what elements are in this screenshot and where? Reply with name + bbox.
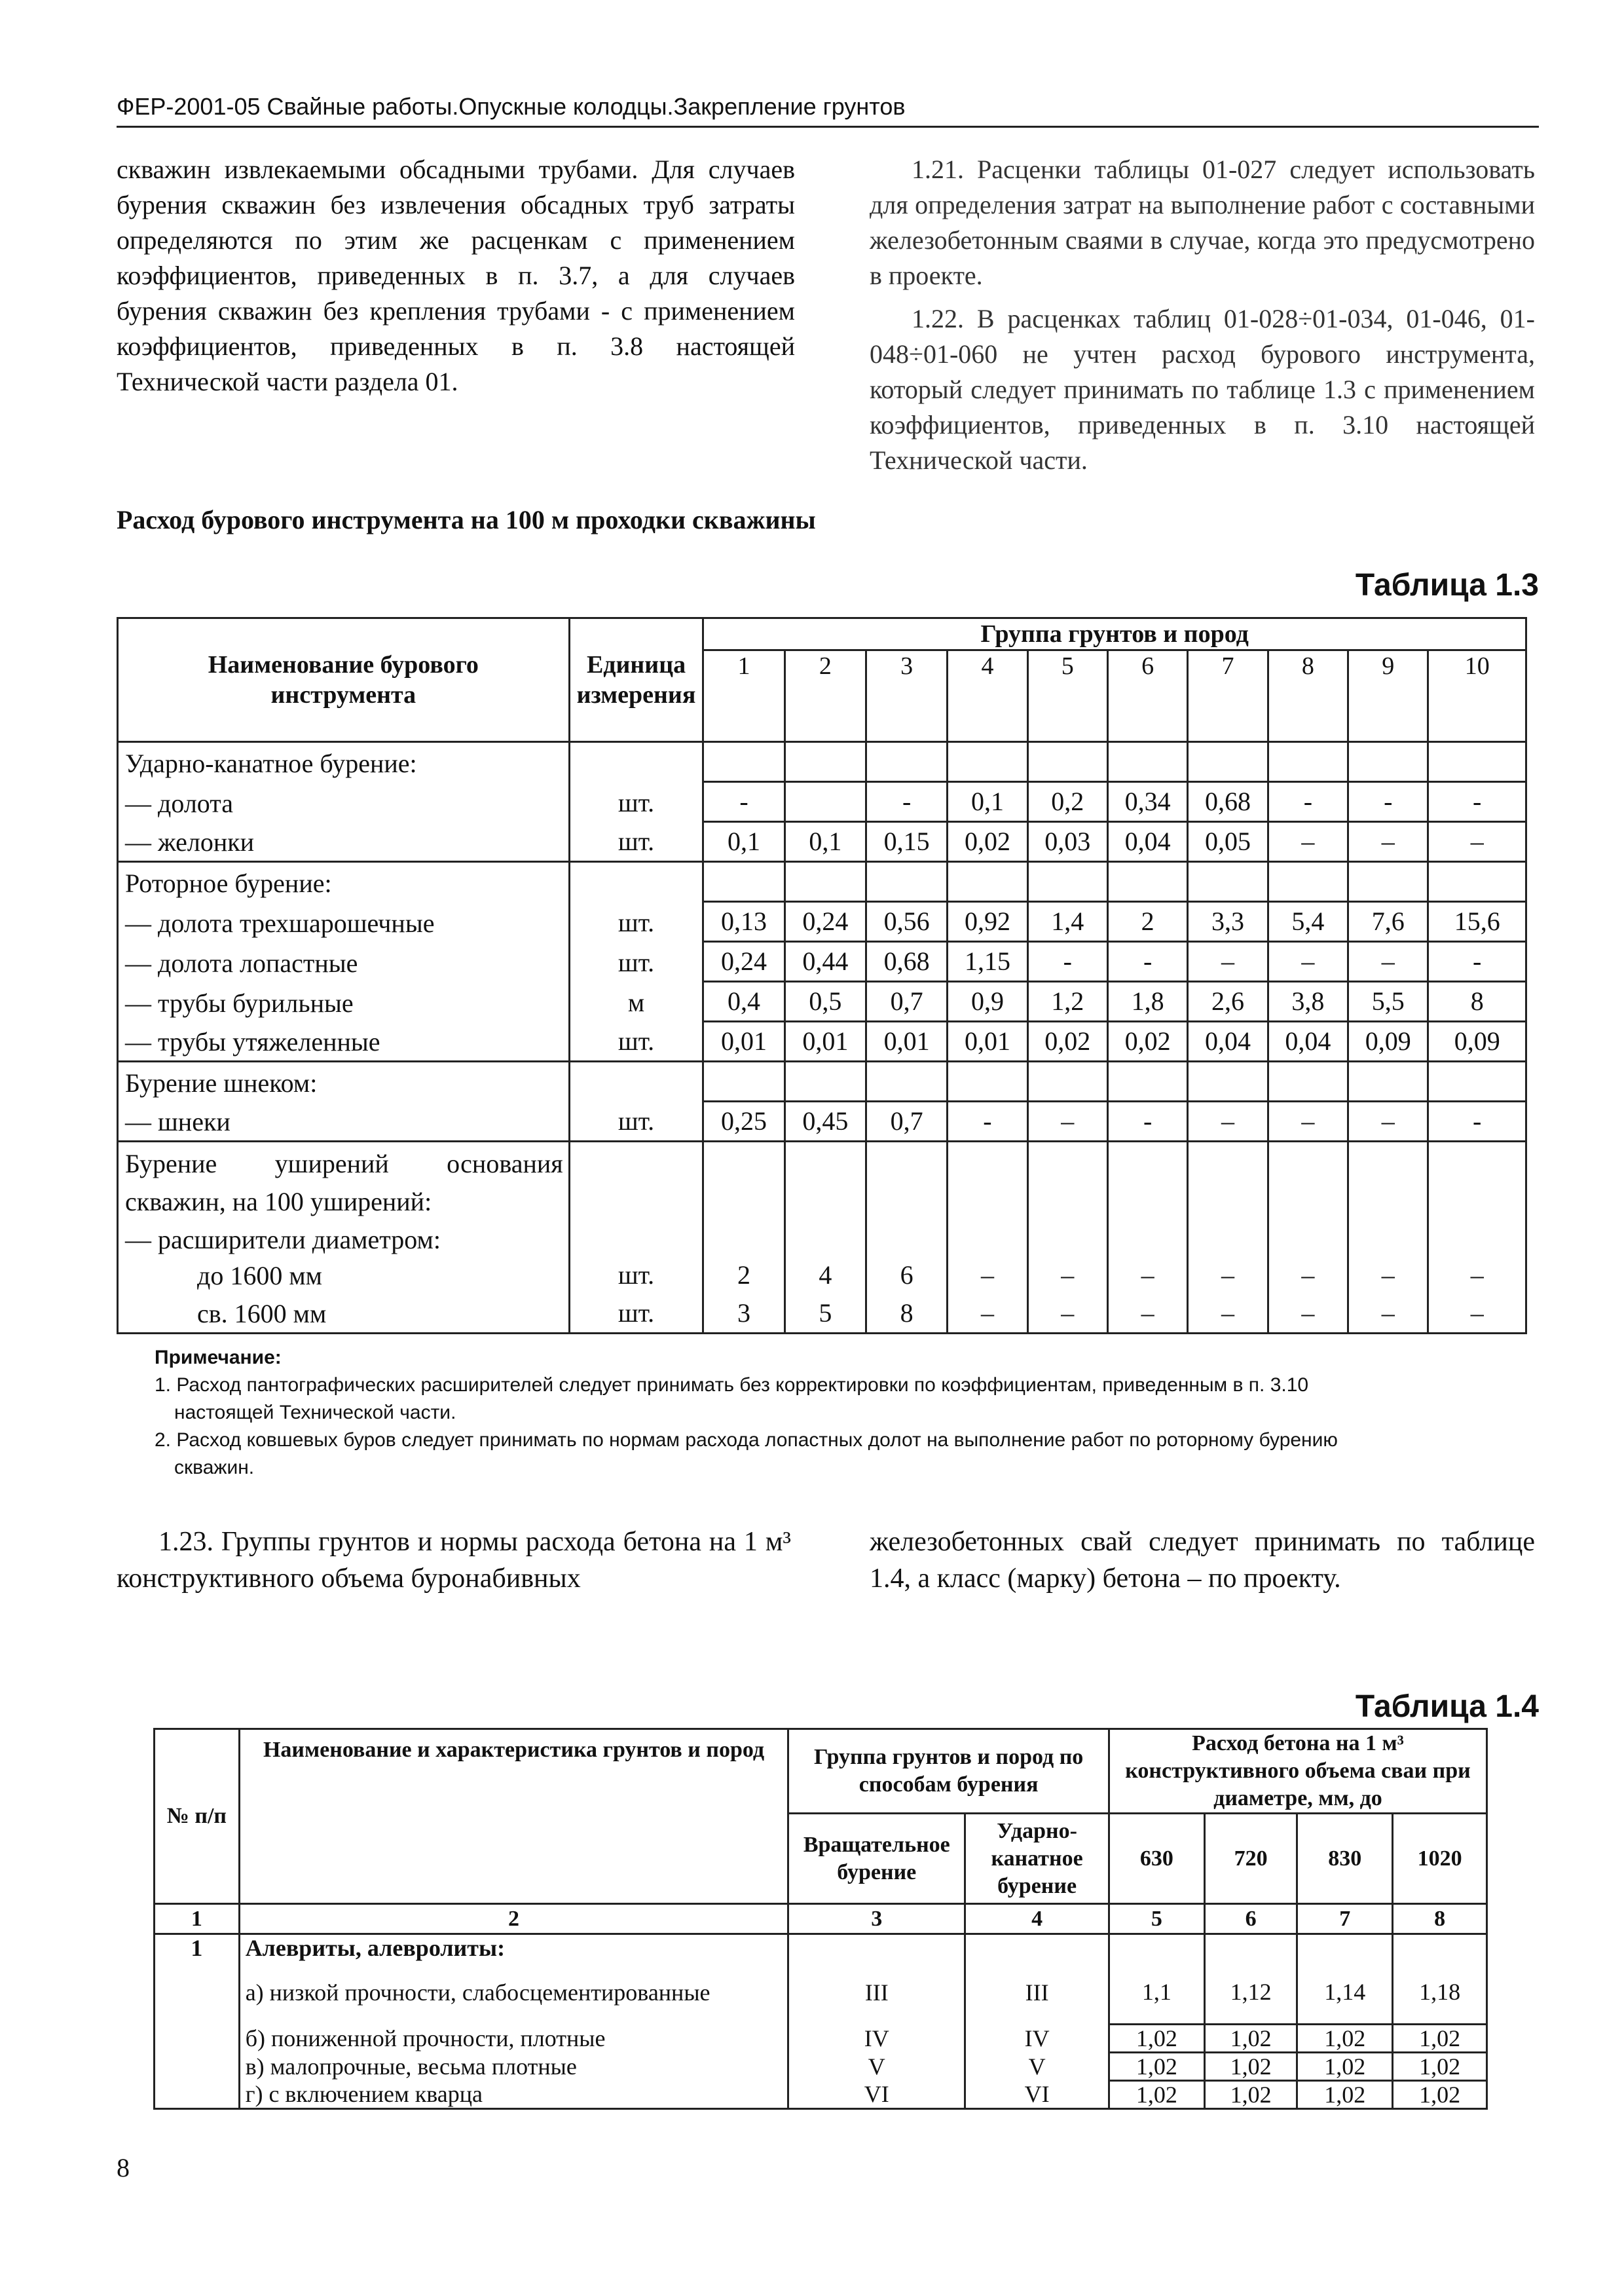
value-cell: – — [1027, 1102, 1107, 1142]
value-cell: 8 — [866, 1294, 947, 1334]
header-rotary: Вращательное бурение — [788, 1814, 965, 1904]
empty-cell — [788, 1934, 965, 1962]
empty-cell — [1107, 742, 1187, 782]
value-cell: 2 — [1107, 902, 1187, 942]
empty-cell — [866, 862, 947, 902]
empty-cell — [703, 742, 784, 782]
table-row — [118, 782, 1526, 822]
table-row — [118, 1102, 1526, 1142]
empty-cell — [866, 1180, 947, 1218]
header-num: № п/п — [155, 1729, 240, 1904]
table-row — [155, 1961, 1487, 2024]
table-1-3 — [117, 617, 1527, 1334]
value-cell: - — [1348, 782, 1428, 822]
empty-cell — [1268, 1062, 1348, 1102]
col-number-4: 4 — [965, 1904, 1109, 1934]
value-cell: 0,68 — [866, 942, 947, 982]
table-row — [118, 742, 1526, 782]
value-cell: – — [1268, 1256, 1348, 1294]
concrete-value: 1,02 — [1393, 2024, 1487, 2052]
header-d830: 830 — [1297, 1814, 1393, 1904]
table-row — [155, 2052, 1487, 2080]
value-cell: 0,1 — [784, 822, 866, 862]
right-column-text — [870, 152, 1535, 478]
section-title: Расход бурового инструмента на 100 м проходки скважины — [117, 505, 816, 534]
group-col-9: 9 — [1348, 650, 1428, 742]
col-number-8: 8 — [1393, 1904, 1487, 1934]
empty-cell — [1188, 1142, 1268, 1181]
tool-name: — долота лопастные — [118, 942, 570, 982]
value-cell: 0,7 — [866, 1102, 947, 1142]
percussion-group: III — [965, 1961, 1109, 2024]
value-cell: 2,6 — [1188, 982, 1268, 1022]
value-cell: - — [1428, 942, 1526, 982]
empty-cell — [1268, 1142, 1348, 1181]
soil-name: в) малопрочные, весьма плотные — [239, 2052, 788, 2080]
table-row — [118, 1022, 1526, 1062]
col-number-1: 1 — [155, 1904, 240, 1934]
value-cell: 0,01 — [703, 1022, 784, 1062]
tool-name: — долота трехшарошечные — [118, 902, 570, 942]
value-cell: 0,04 — [1188, 1022, 1268, 1062]
section-title-cell: скважин, на 100 уширений: — [118, 1180, 570, 1218]
empty-cell — [784, 1062, 866, 1102]
value-cell: - — [1027, 942, 1107, 982]
header-percussion: Ударно-канатное бурение — [965, 1814, 1109, 1904]
value-cell: 0,09 — [1348, 1022, 1428, 1062]
value-cell: 0,9 — [948, 982, 1027, 1022]
empty-cell — [784, 1218, 866, 1256]
empty-cell — [1393, 1934, 1487, 1962]
paragraph-continuation: скважин извлекаемыми обсадными трубами. Для случаев бурения скважин без извлечения обсадных труб затраты определяются по этим же расценкам с применением коэффициентов, приведенных в п. 3.7, а для случаев бурения скважин без крепления трубами - с применением коэффициентов, приведенных в п. 3.8 настоящей Технической части раздела 01. — [117, 155, 795, 396]
value-cell: 0,01 — [784, 1022, 866, 1062]
header-d720: 720 — [1204, 1814, 1297, 1904]
value-cell: – — [1188, 1102, 1268, 1142]
unit-cell: шт. — [569, 1256, 703, 1294]
concrete-value: 1,02 — [1393, 2080, 1487, 2108]
empty-cell — [1428, 1218, 1526, 1256]
value-cell: 8 — [1428, 982, 1526, 1022]
table-row — [118, 1142, 1526, 1181]
table-row — [155, 2080, 1487, 2108]
empty-cell — [569, 1062, 703, 1102]
value-cell: 1,15 — [948, 942, 1027, 982]
unit-cell: шт. — [569, 902, 703, 942]
rotary-group: V — [788, 2052, 965, 2080]
empty-cell — [1428, 1180, 1526, 1218]
empty-cell — [1428, 1142, 1526, 1181]
value-cell: 3,8 — [1268, 982, 1348, 1022]
empty-cell — [1107, 1142, 1187, 1181]
value-cell: – — [1428, 1294, 1526, 1334]
value-cell: – — [1188, 1256, 1268, 1294]
empty-cell — [1027, 1062, 1107, 1102]
value-cell: – — [1348, 1294, 1428, 1334]
header-concrete: Расход бетона на 1 м³ конструктивного объема сваи при диаметре, мм, до — [1109, 1729, 1486, 1814]
empty-cell — [569, 1218, 703, 1256]
value-cell: – — [948, 1294, 1027, 1334]
empty-cell — [866, 742, 947, 782]
value-cell: 0,24 — [703, 942, 784, 982]
concrete-value: 1,02 — [1109, 2024, 1204, 2052]
tool-name: — трубы бурильные — [118, 982, 570, 1022]
table-row — [118, 902, 1526, 942]
concrete-value: 1,02 — [1297, 2024, 1393, 2052]
table-row — [118, 822, 1526, 862]
table-row — [118, 862, 1526, 902]
percussion-group: IV — [965, 2024, 1109, 2052]
value-cell: – — [1268, 822, 1348, 862]
value-cell: 0,5 — [784, 982, 866, 1022]
empty-cell — [866, 1218, 947, 1256]
value-cell: 0,02 — [1027, 1022, 1107, 1062]
value-cell: - — [948, 1102, 1027, 1142]
empty-cell — [569, 1180, 703, 1218]
group-col-5: 5 — [1027, 650, 1107, 742]
tool-name: — трубы утяжеленные — [118, 1022, 570, 1062]
empty-cell — [1188, 1180, 1268, 1218]
table-1-4-caption: Таблица 1.4 — [1355, 1689, 1539, 1724]
value-cell: 0,25 — [703, 1102, 784, 1142]
value-cell: – — [1107, 1256, 1187, 1294]
value-cell: 0,02 — [1107, 1022, 1187, 1062]
empty-cell — [866, 1142, 947, 1181]
table-row — [155, 2024, 1487, 2052]
unit-cell: шт. — [569, 1102, 703, 1142]
empty-cell — [1428, 1062, 1526, 1102]
value-cell: – — [1188, 1294, 1268, 1334]
empty-cell — [703, 862, 784, 902]
value-cell: 0,34 — [1107, 782, 1187, 822]
concrete-value: 1,18 — [1393, 1961, 1487, 2024]
value-cell: 0,1 — [948, 782, 1027, 822]
paragraph-1-21: 1.21. Расценки таблицы 01-027 следует использовать для определения затрат на выполнение работ с составными железобетонным сваями в случае, когда это предусмотрено в проекте. — [870, 155, 1535, 290]
empty-cell — [1348, 1062, 1428, 1102]
table-row — [118, 942, 1526, 982]
value-cell: – — [1268, 942, 1348, 982]
empty-cell — [1188, 1062, 1268, 1102]
soil-name: г) с включением кварца — [239, 2080, 788, 2108]
empty-cell — [569, 862, 703, 902]
col-number-5: 5 — [1109, 1904, 1204, 1934]
tool-name: — долота — [118, 782, 570, 822]
group-col-4: 4 — [948, 650, 1027, 742]
value-cell: – — [948, 1256, 1027, 1294]
value-cell: – — [1428, 822, 1526, 862]
unit-cell: шт. — [569, 1022, 703, 1062]
concrete-value: 1,02 — [1297, 2052, 1393, 2080]
value-cell: 3 — [703, 1294, 784, 1334]
empty-cell — [1107, 862, 1187, 902]
empty-cell — [965, 1934, 1109, 1962]
paragraph-1-23-right: железобетонных свай следует принимать по таблице 1.4, а класс (марку) бетона – по проекту. — [870, 1527, 1535, 1594]
rotary-group: VI — [788, 2080, 965, 2108]
page-number: 8 — [117, 2153, 130, 2182]
empty-cell — [948, 1180, 1027, 1218]
value-cell: - — [1107, 1102, 1187, 1142]
value-cell — [784, 782, 866, 822]
percussion-group: V — [965, 2052, 1109, 2080]
soil-name: а) низкой прочности, слабосцементированные — [239, 1961, 788, 2024]
empty-cell — [866, 1062, 947, 1102]
empty-cell — [948, 1062, 1027, 1102]
empty-cell — [703, 1142, 784, 1181]
empty-cell — [1348, 1180, 1428, 1218]
empty-cell — [784, 742, 866, 782]
empty-cell — [784, 1180, 866, 1218]
value-cell: – — [1268, 1294, 1348, 1334]
concrete-value: 1,02 — [1109, 2080, 1204, 2108]
tool-name: — желонки — [118, 822, 570, 862]
section-title-cell: — расширители диаметром: — [118, 1218, 570, 1256]
concrete-value: 1,02 — [1297, 2080, 1393, 2108]
value-cell: – — [1348, 822, 1428, 862]
header-drilling-group: Группа грунтов и пород по способам бурения — [788, 1729, 1109, 1814]
value-cell: – — [1348, 1102, 1428, 1142]
empty-cell — [1348, 742, 1428, 782]
tool-name: св. 1600 мм — [118, 1294, 570, 1334]
value-cell: 0,7 — [866, 982, 947, 1022]
tool-name: до 1600 мм — [118, 1256, 570, 1294]
concrete-value: 1,12 — [1204, 1961, 1297, 2024]
empty-cell — [1107, 1062, 1187, 1102]
value-cell: 1,2 — [1027, 982, 1107, 1022]
value-cell: 0,2 — [1027, 782, 1107, 822]
row-number: 1 — [155, 1934, 240, 2109]
value-cell: 1,8 — [1107, 982, 1187, 1022]
header-soil-group: Группа грунтов и пород — [703, 618, 1526, 650]
value-cell: 0,56 — [866, 902, 947, 942]
value-cell: - — [1107, 942, 1187, 982]
unit-cell: шт. — [569, 822, 703, 862]
unit-cell: м — [569, 982, 703, 1022]
rotary-group: III — [788, 1961, 965, 2024]
value-cell: – — [1348, 942, 1428, 982]
value-cell: – — [1027, 1294, 1107, 1334]
col-number-6: 6 — [1204, 1904, 1297, 1934]
left-column-text — [117, 152, 795, 400]
header-d630: 630 — [1109, 1814, 1204, 1904]
value-cell: 5 — [784, 1294, 866, 1334]
table-1-3-caption: Таблица 1.3 — [1355, 568, 1539, 603]
value-cell: 0,03 — [1027, 822, 1107, 862]
empty-cell — [1027, 862, 1107, 902]
empty-cell — [948, 1218, 1027, 1256]
concrete-value: 1,02 — [1204, 2024, 1297, 2052]
empty-cell — [569, 742, 703, 782]
rotary-group: IV — [788, 2024, 965, 2052]
empty-cell — [948, 862, 1027, 902]
empty-cell — [1268, 1180, 1348, 1218]
group-col-3: 3 — [866, 650, 947, 742]
percussion-group: VI — [965, 2080, 1109, 2108]
value-cell: 0,01 — [866, 1022, 947, 1062]
value-cell: 0,24 — [784, 902, 866, 942]
value-cell: – — [1027, 1256, 1107, 1294]
concrete-value: 1,02 — [1204, 2052, 1297, 2080]
note-1: 1. Расход пантографических расширителей следует принимать без корректировки по коэффициентам, приведенным в п. 3.10 настоящей Технической части. — [155, 1374, 1309, 1423]
value-cell: – — [1428, 1256, 1526, 1294]
empty-cell — [1204, 1934, 1297, 1962]
group-col-8: 8 — [1268, 650, 1348, 742]
value-cell: 0,1 — [703, 822, 784, 862]
table-row — [118, 982, 1526, 1022]
empty-cell — [703, 1180, 784, 1218]
concrete-value: 1,02 — [1109, 2052, 1204, 2080]
note-2: 2. Расход ковшевых буров следует принимать по нормам расхода лопастных долот на выполнение работ по роторному бурению скважин. — [155, 1429, 1338, 1478]
section-title-cell: Роторное бурение: — [118, 862, 570, 902]
paragraph-1-23-left: 1.23. Группы грунтов и нормы расхода бетона на 1 м³ конструктивного объема буронабивных — [117, 1527, 791, 1594]
value-cell: 0,04 — [1268, 1022, 1348, 1062]
empty-cell — [1188, 1218, 1268, 1256]
empty-cell — [703, 1218, 784, 1256]
empty-cell — [1268, 862, 1348, 902]
value-cell: 2 — [703, 1256, 784, 1294]
value-cell: – — [1268, 1102, 1348, 1142]
group-col-6: 6 — [1107, 650, 1187, 742]
value-cell: – — [1188, 942, 1268, 982]
empty-cell — [1027, 1142, 1107, 1181]
empty-cell — [1107, 1180, 1187, 1218]
value-cell: - — [1428, 1102, 1526, 1142]
value-cell: 0,92 — [948, 902, 1027, 942]
empty-cell — [1268, 742, 1348, 782]
value-cell: 5,4 — [1268, 902, 1348, 942]
concrete-value: 1,02 — [1204, 2080, 1297, 2108]
value-cell: 7,6 — [1348, 902, 1428, 942]
notes-title: Примечание: — [155, 1347, 282, 1368]
value-cell: 3,3 — [1188, 902, 1268, 942]
header-tool-name: Наименование бурового инструмента — [118, 618, 570, 742]
unit-cell: шт. — [569, 1294, 703, 1334]
concrete-value: 1,1 — [1109, 1961, 1204, 2024]
empty-cell — [1188, 742, 1268, 782]
group-col-2: 2 — [784, 650, 866, 742]
empty-cell — [1348, 1218, 1428, 1256]
empty-cell — [1428, 862, 1526, 902]
value-cell: 1,4 — [1027, 902, 1107, 942]
value-cell: 0,02 — [948, 822, 1027, 862]
soil-name: б) пониженной прочности, плотные — [239, 2024, 788, 2052]
col-number-3: 3 — [788, 1904, 965, 1934]
concrete-value: 1,14 — [1297, 1961, 1393, 2024]
value-cell: 0,13 — [703, 902, 784, 942]
empty-cell — [1297, 1934, 1393, 1962]
value-cell: 6 — [866, 1256, 947, 1294]
running-header: ФЕР-2001-05 Свайные работы.Опускные колодцы.Закрепление грунтов — [117, 90, 1539, 128]
header-unit: Единица измерения — [569, 618, 703, 742]
section-title-cell: Бурение уширений основания — [118, 1142, 570, 1181]
section-title-cell: Ударно-канатное бурение: — [118, 742, 570, 782]
value-cell: - — [1268, 782, 1348, 822]
value-cell: 5,5 — [1348, 982, 1428, 1022]
value-cell: 0,4 — [703, 982, 784, 1022]
header-soil-name: Наименование и характеристика грунтов и пород — [239, 1729, 788, 1904]
empty-cell — [1428, 742, 1526, 782]
table-row — [118, 1256, 1526, 1294]
empty-cell — [1107, 1218, 1187, 1256]
empty-cell — [1109, 1934, 1204, 1962]
group-col-1: 1 — [703, 650, 784, 742]
paragraph-1-22: 1.22. В расценках таблиц 01-028÷01-034, 01-046, 01-048÷01-060 не учтен расход бурового инструмента, который следует принимать по таблице 1.3 с применением коэффициентов, приведенных в п. 3.10 настоящей Технической части. — [870, 304, 1535, 475]
value-cell: 4 — [784, 1256, 866, 1294]
table-1-4 — [153, 1728, 1488, 2110]
empty-cell — [703, 1062, 784, 1102]
unit-cell: шт. — [569, 782, 703, 822]
value-cell: – — [1107, 1294, 1187, 1334]
section-title-cell: Бурение шнеком: — [118, 1062, 570, 1102]
table-row — [118, 1218, 1526, 1256]
empty-cell — [1027, 742, 1107, 782]
col-number-7: 7 — [1297, 1904, 1393, 1934]
empty-cell — [1027, 1180, 1107, 1218]
value-cell: 0,44 — [784, 942, 866, 982]
value-cell: 0,01 — [948, 1022, 1027, 1062]
empty-cell — [1027, 1218, 1107, 1256]
value-cell: 15,6 — [1428, 902, 1526, 942]
concrete-value: 1,02 — [1393, 2052, 1487, 2080]
value-cell: – — [1348, 1256, 1428, 1294]
empty-cell — [784, 1142, 866, 1181]
value-cell: 0,05 — [1188, 822, 1268, 862]
table-row — [155, 1934, 1487, 1962]
value-cell: - — [1428, 782, 1526, 822]
empty-cell — [1268, 1218, 1348, 1256]
empty-cell — [569, 1142, 703, 1181]
header-d1020: 1020 — [1393, 1814, 1487, 1904]
empty-cell — [948, 1142, 1027, 1181]
notes — [155, 1344, 1536, 1482]
table-row — [118, 1180, 1526, 1218]
unit-cell: шт. — [569, 942, 703, 982]
empty-cell — [1348, 1142, 1428, 1181]
empty-cell — [1188, 862, 1268, 902]
table-row — [118, 1294, 1526, 1334]
value-cell: - — [866, 782, 947, 822]
tool-name: — шнеки — [118, 1102, 570, 1142]
empty-cell — [1348, 862, 1428, 902]
table-row — [118, 1062, 1526, 1102]
group-col-10: 10 — [1428, 650, 1526, 742]
value-cell: 0,04 — [1107, 822, 1187, 862]
value-cell: 0,45 — [784, 1102, 866, 1142]
group-col-7: 7 — [1188, 650, 1268, 742]
value-cell: 0,15 — [866, 822, 947, 862]
col-number-2: 2 — [239, 1904, 788, 1934]
soil-title: Алевриты, алевролиты: — [239, 1934, 788, 1962]
value-cell: 0,68 — [1188, 782, 1268, 822]
empty-cell — [784, 862, 866, 902]
empty-cell — [948, 742, 1027, 782]
value-cell: - — [703, 782, 784, 822]
value-cell: 0,09 — [1428, 1022, 1526, 1062]
